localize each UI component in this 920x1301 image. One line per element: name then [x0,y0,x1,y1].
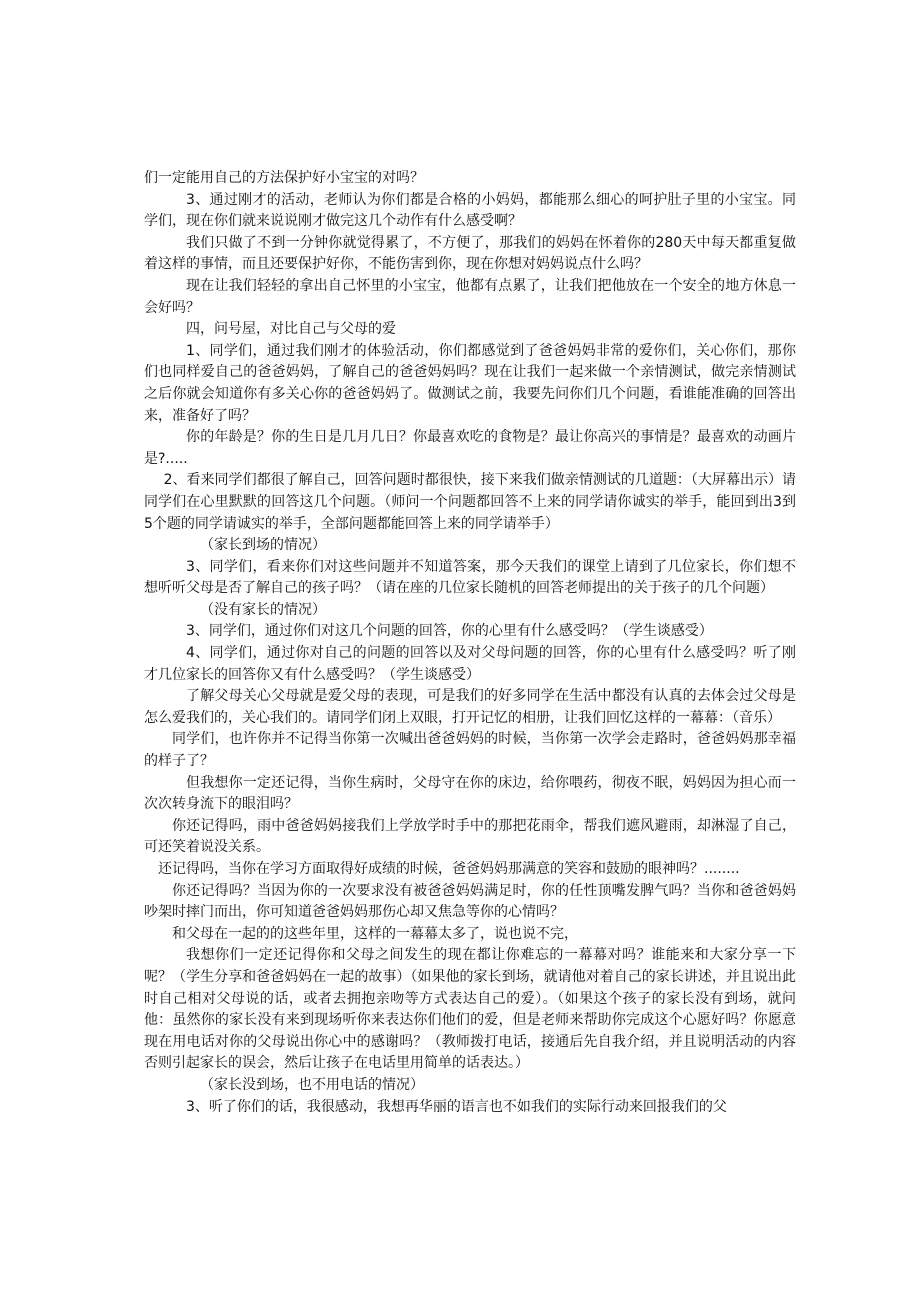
paragraph-6: 1、同学们，通过我们刚才的体验活动，你们都感觉到了爸爸妈妈非常的爱你们，关心你们，那你们也同样爱自己的爸爸妈妈，了解自己的爸爸妈妈吗？现在让我们一起来做一个亲情测试，做完亲情测试之后你就会知道你有多关心你的爸爸妈妈了。做测试之前，我要先问你们几个问题，看谁能准确的回答出来，准备好了吗？ [144,342,796,424]
paragraph-14: 了解父母关心父母就是爱父母的表现，可是我们的好多同学在生活中都没有认真的去体会过父母是怎么爱我们的，关心我们的。请同学们闭上双眼，打开记忆的相册，让我们回忆这样的一幕幕：（音乐） [144,688,796,726]
paragraph-3: 我们只做了不到一分钟你就觉得累了，不方便了，那我们的妈妈在怀着你的280天中每天都重复做着这样的事情，而且还要保护好你，不能伤害到你，现在你想对妈妈说点什么吗？ [144,234,796,273]
paragraph-12: 3、同学们，通过你们对这几个问题的回答，你的心里有什么感受吗？（学生谈感受） [186,623,713,640]
paragraph-8: 2、看来同学们都很了解自己，回答问题时都很快，接下来我们做亲情测试的几道题：（大屏幕出示）请同学们在心里默默的回答这几个问题。（师问一个问题都回答不上来的同学请你诚实的举手，能回到出3到5个题的同学请诚实的举手，全部问题都能回答上来的同学请举手） [144,472,796,532]
paragraph-16: 但我想你一定还记得，当你生病时，父母守在你的床边，给你喂药，彻夜不眠，妈妈因为担心而一次次转身流下的眼泪吗？ [144,774,796,813]
scenario-label-parents-present: （家长到场的情况） [200,537,326,554]
paragraph-4: 现在让我们轻轻的拿出自己怀里的小宝宝，他都有点累了，让我们把他放在一个安全的地方休息一会好吗？ [144,277,796,316]
section-heading: 四，问号屋，对比自己与父母的爱 [186,321,396,338]
paragraph-15: 同学们，也许你并不记得当你第一次喊出爸爸妈妈的时候，当你第一次学会走路时，爸爸妈妈那幸福的样子了？ [144,731,796,770]
document-body [144,168,796,1118]
scenario-label-no-parents: （没有家长的情况） [200,601,326,618]
paragraph-20: 和父母在一起的的这些年里，这样的一幕幕太多了，说也说不完， [172,925,578,942]
paragraph-2: 3、通过刚才的活动，老师认为你们都是合格的小妈妈，都能那么细心的呵护肚子里的小宝宝。同学们，现在你们就来说说刚才做完这几个动作有什么感受啊？ [144,191,796,230]
paragraph-7: 你的年龄是？你的生日是几月几日？你最喜欢吃的食物是？最让你高兴的事情是？最喜欢的动画片是?..... [144,429,796,467]
paragraph-23: 3、听了你们的话，我很感动，我想再华丽的语言也不如我们的实际行动来回报我们的父 [186,1098,727,1115]
paragraph-19: 你还记得吗？当因为你的一次要求没有被爸爸妈妈满足时，你的任性顶嘴发脾气吗？当你和爸爸妈妈吵架时摔门而出，你可知道爸爸妈妈那伤心却又焦急等你的心情吗？ [144,882,796,921]
paragraph-21: 我想你们一定还记得你和父母之间发生的现在都让你难忘的一幕幕对吗？谁能来和大家分享一下呢？（学生分享和爸爸妈妈在一起的故事）（如果他的家长到场，就请他对着自己的家长讲述，并且说出此时自己相对父母说的话，或者去拥抱亲吻等方式表达自己的爱）。（如果这个孩子的家长没有到场，就问他：虽然你的家长没有来到现场听你来表达你们他们的爱，但是老师来帮助你完成这个心愿好吗？你愿意现在用电话对你的父母说出你心中的感谢吗？（教师拨打电话，接通后先自我介绍，并且说明活动的内容否则引起家长的误会，然后让孩子在电话里用简单的话表达。） [144,947,796,1072]
scenario-label-no-call: （家长没到场，也不用电话的情况） [200,1076,424,1093]
paragraph-1: 们一定能用自己的方法保护好小宝宝的对吗？ [144,170,424,186]
paragraph-10: 3、同学们，看来你们对这些问题并不知道答案，那今天我们的课堂上请到了几位家长，你们想不想听听父母是否了解自己的孩子吗？（请在座的几位家长随机的回答老师提出的关于孩子的几个问题） [144,558,796,597]
paragraph-17: 你还记得吗，雨中爸爸妈妈接我们上学放学时手中的那把花雨伞，帮我们遮风避雨，却淋湿了自己，可还笑着说没关系。 [144,817,796,856]
paragraph-13: 4、同学们，通过你对自己的问题的回答以及对父母问题的回答，你的心里有什么感受吗？听了刚才几位家长的回答你又有什么感受吗？（学生谈感受） [144,645,796,683]
paragraph-18: 还记得吗，当你在学习方面取得好成绩的时候，爸爸妈妈那满意的笑容和鼓励的眼神吗？........ [158,861,740,877]
